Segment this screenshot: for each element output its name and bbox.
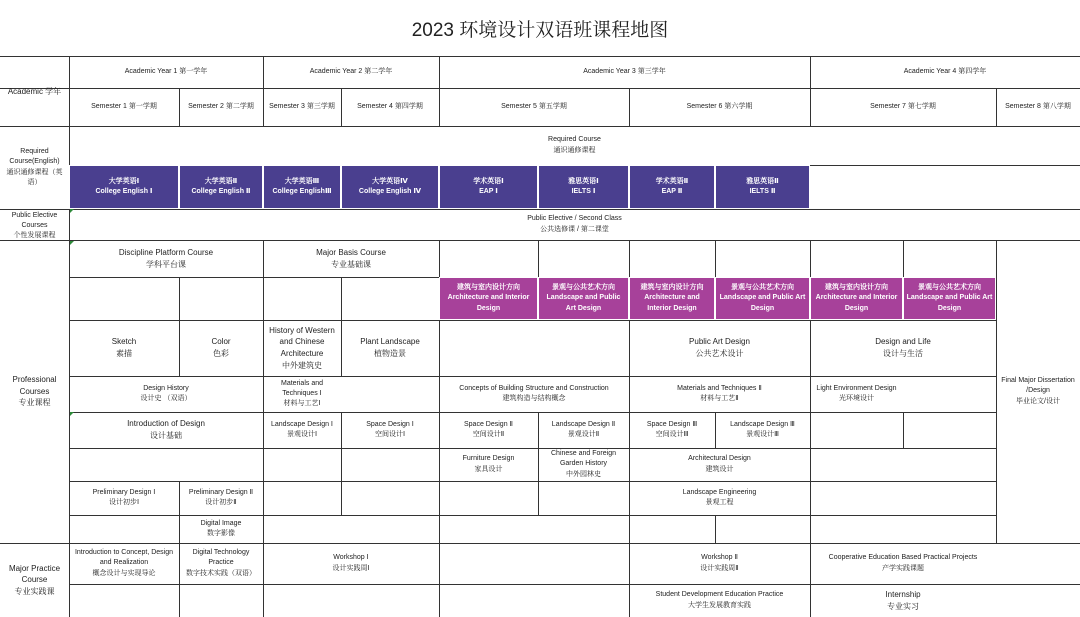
english-course: 大学英语Ⅰ College English Ⅰ	[69, 165, 179, 209]
semester-4: Semester 4 第四学期	[357, 102, 423, 110]
course-landscape-design-1: Landscape Design Ⅰ 景观设计Ⅰ	[271, 420, 333, 438]
course-design-and-life: Design and Life 设计与生活	[875, 337, 931, 358]
course-space-design-2: Space Design Ⅱ 空间设计Ⅱ	[464, 420, 513, 438]
direction-architecture: 建筑与室内设计方向 Architecture and Interior Design	[439, 277, 538, 320]
page-title: 2023 环境设计双语班课程地图	[0, 0, 1080, 57]
english-course: 学术英语Ⅱ EAP Ⅱ	[629, 165, 715, 209]
cell-marker-icon	[70, 209, 74, 213]
english-course: 大学英语Ⅲ College EnglishⅢ	[263, 165, 341, 209]
required-course-header: Required Course 通识通修课程	[548, 136, 601, 154]
semester-1: Semester 1 第一学期	[91, 102, 157, 110]
course-landscape-design-3: Landscape Design Ⅲ 景观设计Ⅲ	[730, 420, 795, 438]
course-sketch: Sketch 素描	[111, 337, 137, 358]
semester-3: Semester 3 第三学期	[269, 102, 335, 110]
major-basis-course: Major Basis Course 专业基础课	[316, 247, 386, 269]
year-2: Academic Year 2 第二学年	[309, 68, 393, 76]
public-elective-course: Public Elective / Second Class 公共选修课 / 第二课堂	[527, 215, 622, 233]
english-course: 雅思英语Ⅱ IELTS Ⅱ	[715, 165, 810, 209]
direction-landscape: 景观与公共艺术方向 Landscape and Public Art Design	[538, 277, 629, 320]
course-workshop-2: Workshop Ⅱ 设计实践周Ⅱ	[700, 554, 739, 572]
direction-landscape: 景观与公共艺术方向 Landscape and Public Art Design	[903, 277, 996, 320]
english-course: 大学英语Ⅳ College English Ⅳ	[341, 165, 439, 209]
english-course: 学术英语Ⅰ EAP Ⅰ	[439, 165, 538, 209]
course-landscape-engineering: Landscape Engineering 景观工程	[682, 488, 757, 506]
row-label-major-practice: Major Practice Course 专业实践课	[8, 563, 61, 596]
direction-landscape: 景观与公共艺术方向 Landscape and Public Art Design	[715, 277, 810, 320]
course-final-dissertation: Final Major Dissertation /Design 毕业论文/设计	[1001, 377, 1075, 405]
course-internship: Internship 专业实习	[885, 589, 921, 611]
english-course: 雅思英语Ⅰ IELTS Ⅰ	[538, 165, 629, 209]
grid-line	[903, 412, 904, 448]
course-preliminary-design-1: Preliminary Design Ⅰ 设计初步Ⅰ	[92, 488, 156, 506]
course-space-design-1: Space Design Ⅰ 空间设计Ⅰ	[366, 420, 414, 438]
year-3: Academic Year 3 第三学年	[583, 68, 666, 76]
course-space-design-3: Space Design Ⅲ 空间设计Ⅲ	[646, 420, 698, 438]
course-materials-2: Materials and Techniques Ⅱ 材料与工艺Ⅱ	[677, 384, 762, 402]
cell-marker-icon	[70, 412, 74, 416]
year-1: Academic Year 1 第一学年	[124, 68, 208, 76]
course-light-environment: Light Environment Design 光环境设计	[816, 384, 897, 402]
course-color: Color 色彩	[211, 337, 231, 358]
discipline-platform-course: Discipline Platform Course 学科平台课	[118, 247, 214, 269]
course-materials-1: Materials and Techniques Ⅰ 材料与工艺Ⅰ	[280, 379, 324, 408]
course-history-architecture: History of Western and Chinese Architecture 中外建筑史	[269, 325, 335, 370]
row-label-academic: Academic 学年	[7, 86, 62, 96]
course-student-development: Student Development Education Practice 大学生发展教育实践	[655, 591, 784, 609]
semester-6: Semester 6 第六学期	[686, 102, 753, 110]
course-public-art-design: Public Art Design 公共艺术设计	[689, 337, 750, 358]
course-introduction-of-design: Introduction of Design 设计基础	[127, 419, 205, 440]
direction-architecture: 建筑与室内设计方向 Architecture and Interior Design	[629, 277, 715, 320]
course-plant-landscape: Plant Landscape 植物造景	[360, 337, 420, 358]
grid-line	[715, 515, 716, 543]
semester-2: Semester 2 第二学期	[188, 102, 254, 110]
course-furniture-design: Furniture Design 家具设计	[462, 455, 515, 473]
row-label-required: Required Course(English) 通识通修课程（英语）	[6, 148, 63, 186]
semester-5: Semester 5 第五学期	[501, 102, 567, 110]
grid-line	[439, 543, 440, 617]
year-4: Academic Year 4 第四学年	[903, 68, 987, 76]
row-label-professional: Professional Courses 专业课程	[12, 375, 57, 408]
course-garden-history: Chinese and Foreign Garden History 中外园林史	[551, 450, 616, 478]
course-design-history: Design History 设计史 （双语）	[140, 384, 192, 402]
course-intro-concept: Introduction to Concept, Design and Realization 概念设计与实现导论	[74, 549, 174, 577]
course-preliminary-design-2: Preliminary Design Ⅱ 设计初步Ⅱ	[188, 488, 254, 506]
course-architectural-design: Architectural Design 建筑设计	[688, 455, 751, 473]
course-digital-image: Digital Image 数字影像	[200, 519, 242, 537]
semester-7: Semester 7 第七学期	[870, 102, 936, 110]
direction-architecture: 建筑与室内设计方向 Architecture and Interior Design	[810, 277, 903, 320]
course-landscape-design-2: Landscape Design Ⅱ 景观设计Ⅱ	[551, 420, 616, 438]
course-building-structure: Concepts of Building Structure and Construction 建筑构造与结构概念	[459, 384, 609, 402]
course-digital-technology: Digital Technology Practice 数字技术实践（双语）	[186, 549, 256, 577]
semester-8: Semester 8 第八学期	[1005, 102, 1071, 110]
cell-marker-icon	[70, 241, 74, 245]
course-cooperative-education: Cooperative Education Based Practical Projects 产学实践课题	[828, 554, 978, 572]
row-label-public-elective: Public Elective Courses 个性发展课程	[11, 212, 58, 240]
english-course: 大学英语Ⅱ College English Ⅱ	[179, 165, 263, 209]
course-workshop-1: Workshop Ⅰ 设计实践周Ⅰ	[332, 554, 370, 572]
